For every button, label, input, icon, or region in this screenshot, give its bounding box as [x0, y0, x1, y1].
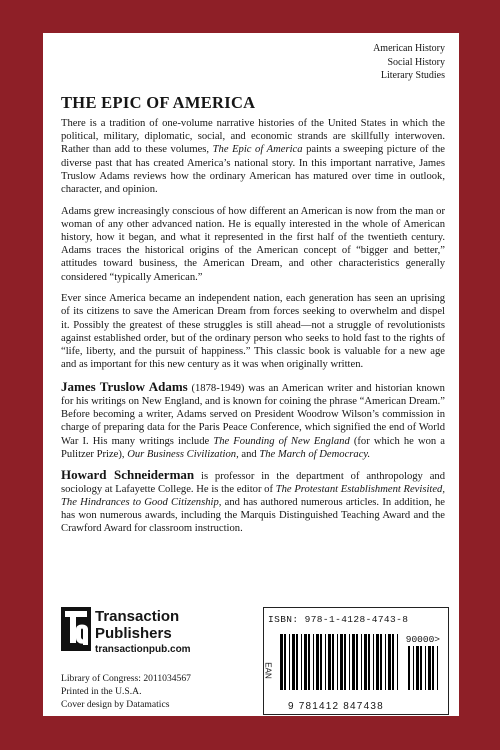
publisher-name-line-2: Publishers [95, 624, 172, 642]
description [61, 117, 445, 542]
paragraph-1-text-a: There is a tradition of one-volume narrative histories of the United States in which the political, military, diplomatic, social, and economic strands are skillfully interwoven. Rather than add to these volumes, [61, 118, 445, 156]
editor-books: The Protestant Establishment Revisited, The Hindrances to Good Citizenship, [61, 483, 445, 509]
publisher-name-line-1: Transaction [95, 608, 180, 625]
description-paragraph-1 [61, 117, 445, 196]
barcode-box [263, 607, 449, 715]
editor-bio-text-a: is professor in the department of anthropology and sociology at Lafayette College. He is the editor of [61, 470, 445, 495]
library-of-congress: Library of Congress: 2011034567 [61, 673, 191, 684]
editor-name: Howard Schneiderman [61, 466, 195, 482]
price-barcode [408, 646, 442, 690]
author-bio-text-a: (1878-1949) was an American writer and historian known for his writings on New England, and is known for coining the phrase “American Dream.” Before becoming a writer, Adams served on President Woodrow Wilson’s commission in charge of preparing data for the Paris Peace Conference, which signified the end of World War I. His many writings include [61, 382, 445, 447]
book-title: THE EPIC OF AMERICA [61, 93, 256, 112]
isbn-label: ISBN: 978-1-4128-4743-8 [268, 614, 409, 625]
paragraph-1-book-title: The Epic of America [212, 144, 303, 156]
isbn-barcode [280, 634, 402, 690]
author-book-3: The March of Democracy. [259, 448, 371, 460]
publisher-url: transactionpub.com [95, 644, 191, 655]
publisher-name [95, 609, 179, 642]
category-american-history: American History [373, 43, 445, 54]
author-book-1: The Founding of New England [213, 435, 350, 447]
description-paragraph-2: Adams grew increasingly conscious of how different an American is now from the man or woman of any other advanced nation. He is equally interested in the whole of American history, how it began, and what it represented in the first half of the twentieth century. Adams traces the historical origins of the American concept of “bigger and better,” attitudes toward business, the American Dream, and other characteristics generally considered “typically American.” [61, 205, 445, 283]
barcode-digits: 9 781412 847438 [288, 701, 384, 712]
subject-categories [373, 42, 445, 83]
author-bio-text-b: (for which he won a Pulitzer Prize), [61, 435, 445, 460]
category-social-history: Social History [387, 56, 445, 68]
price-code: 90000> [405, 634, 440, 645]
back-cover [43, 33, 459, 716]
author-bio [61, 380, 445, 461]
printed-in: Printed in the U.S.A. [61, 685, 142, 697]
category-literary-studies: Literary Studies [380, 70, 445, 81]
description-paragraph-3: Ever since America became an independent nation, each generation has seen an uprising of its citizens to save the American Dream from forces seeking to overwhelm and dispel it. Possibly the greatest of these struggles is still ahead—not a struggle of revolutionists against established order, but of the ordinary person who seeks to hold fast to the rights of “life, liberty, and the pursuit of happiness.” This classic book is valuable for a new age and as important for this new century as it was when originally written. [61, 293, 445, 371]
editor-bio-text-b: and has authored numerous articles. In addition, he has won numerous awards, including the Marquis Distinguished Teaching Award and the Crawford Award for classroom instruction. [61, 497, 445, 535]
publication-info [61, 673, 191, 711]
ean-label: EAN [263, 662, 273, 679]
author-bio-text-c: and [238, 448, 260, 460]
paragraph-1-text-b: paints a sweeping picture of the diverse past that has created America’s national story. In this important narrative, James Truslow Adams reviews how the ordinary American has matured over time in outlook, character, and opinion. [61, 144, 446, 196]
transaction-logo-icon [61, 607, 91, 651]
author-book-2: Our Business Civilization, [127, 448, 239, 460]
cover-design-credit: Cover design by Datamatics [61, 698, 170, 710]
editor-bio [61, 468, 445, 536]
author-name: James Truslow Adams [61, 378, 188, 394]
publisher-block [61, 607, 241, 665]
